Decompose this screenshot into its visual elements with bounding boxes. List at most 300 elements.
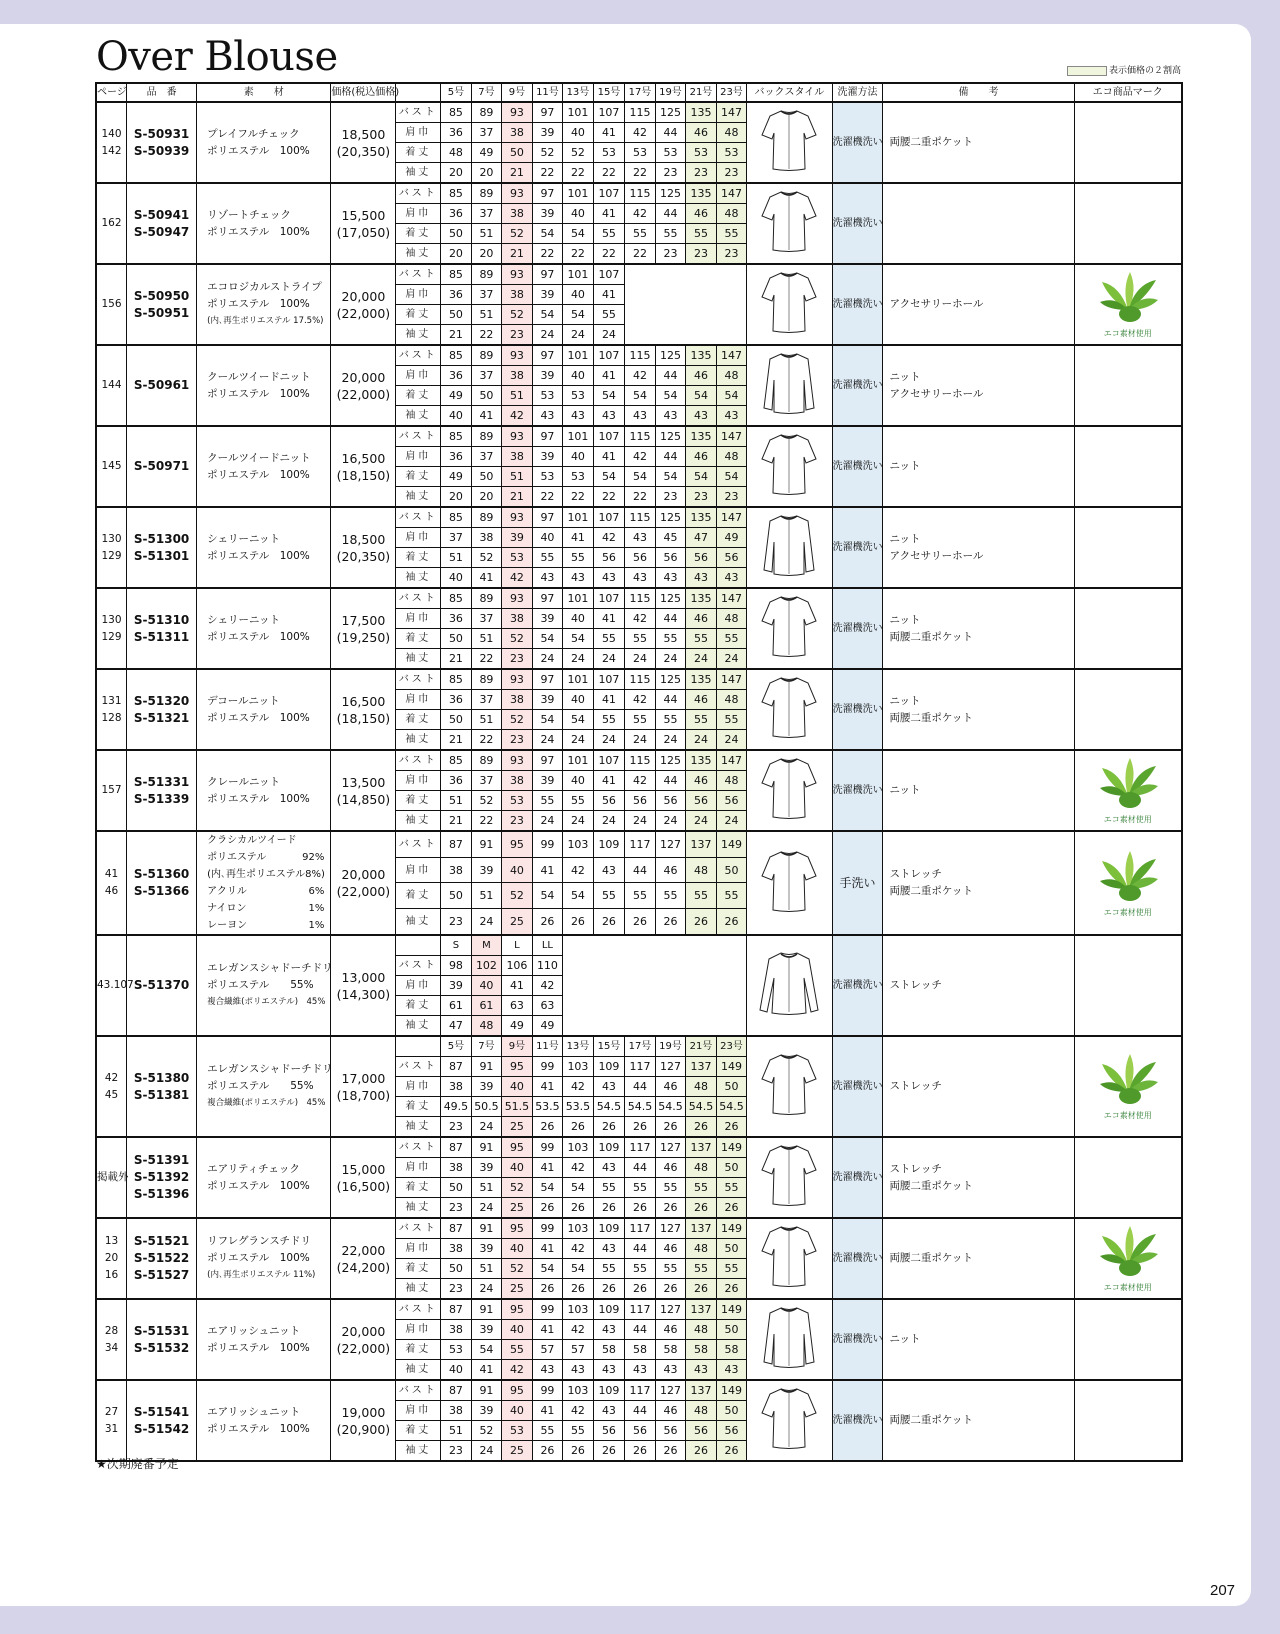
table-row (96, 1218, 1182, 1239)
measure-label: 着丈 (396, 386, 441, 406)
size-value: 24 (686, 730, 717, 751)
wash-method: 洗濯機洗い (832, 1380, 883, 1461)
size-value: 147 (716, 426, 747, 447)
size-value: 91 (471, 1299, 502, 1320)
size-value: 24 (655, 649, 686, 670)
size-value: 55 (655, 883, 686, 909)
size-value: 97 (532, 507, 563, 528)
page-ref (96, 831, 127, 935)
material-pct: 6% (308, 886, 325, 897)
size-label: 11号 (532, 1036, 563, 1057)
measure-label: 袖丈 (396, 1117, 441, 1138)
size-value: 39 (471, 1320, 502, 1340)
size-value: 99 (532, 1057, 563, 1077)
size-value: 26 (532, 909, 563, 935)
size-value: 26 (593, 1117, 625, 1138)
page-ref (96, 1036, 127, 1137)
price (331, 426, 396, 507)
note-line: 両腰二重ポケット (889, 136, 973, 148)
size-value: 20 (441, 244, 472, 265)
size-value: 51.5 (502, 1097, 533, 1117)
material-line: エレガンスシャドーチドリ (207, 1063, 333, 1075)
measure-label: バスト (396, 264, 441, 285)
size-value: 41 (593, 123, 625, 143)
size-value: 40 (502, 1239, 533, 1259)
size-value: 85 (441, 750, 472, 771)
size-value: 117 (625, 1137, 656, 1158)
notes (883, 750, 1074, 831)
size-value: 50 (441, 224, 472, 244)
size-value: 54 (532, 710, 563, 730)
size-value: 46 (686, 366, 717, 386)
blouse-back-figure (754, 186, 824, 256)
size-value: 43 (532, 1360, 563, 1381)
page-ref-line: 142 (101, 144, 122, 157)
item-number (127, 1380, 197, 1461)
size-value: 85 (441, 507, 472, 528)
size-value: 49 (532, 1016, 563, 1037)
size-value: 39 (532, 285, 563, 305)
material (197, 1299, 331, 1380)
item-code: S-51366 (133, 884, 190, 898)
size-value: 23 (502, 730, 533, 751)
size-value: 56 (686, 548, 717, 568)
price (331, 345, 396, 426)
material-line: ポリエステル 55% (207, 979, 314, 991)
size-value: 127 (655, 1380, 686, 1401)
size-value: 52 (502, 883, 533, 909)
size-value: 24 (593, 730, 625, 751)
size-value: 99 (532, 1380, 563, 1401)
size-value: 117 (625, 1218, 656, 1239)
material-name: レーヨン (207, 920, 248, 931)
size-value: 107 (593, 102, 625, 123)
measure-label: バスト (396, 1299, 441, 1320)
wash-method: 洗濯機洗い (832, 1137, 883, 1218)
material-line: クールツイードニット (207, 451, 311, 464)
table-row (96, 1380, 1182, 1401)
size-value: 38 (441, 1158, 472, 1178)
size-value: 24 (655, 811, 686, 832)
page-ref-line: 140 (101, 127, 122, 140)
size-value: 147 (716, 588, 747, 609)
size-value: 22 (563, 244, 594, 265)
material-name: (内､再生ポリエステル (207, 869, 306, 880)
measure-label: バスト (396, 507, 441, 528)
size-value: 37 (471, 609, 502, 629)
size-value: 115 (625, 588, 656, 609)
size-value: 85 (441, 426, 472, 447)
size-value: 42 (563, 1077, 594, 1097)
size-value: 54 (563, 883, 594, 909)
material-line (207, 832, 330, 849)
size-value: 85 (441, 588, 472, 609)
size-label: S (441, 935, 472, 956)
material-line: ポリエステル 55% (207, 1080, 314, 1092)
price-with-tax: (14,850) (336, 791, 391, 807)
size-value: 46 (655, 1077, 686, 1097)
note-line: 両腰二重ポケット (889, 1252, 973, 1264)
note-line: 両腰二重ポケット (889, 885, 973, 897)
page-ref-line: 13 (104, 1235, 119, 1247)
item-code: S-50961 (133, 378, 190, 392)
eco-mark (1074, 750, 1182, 831)
size-value: 38 (502, 609, 533, 629)
material-line: (内､再生ポリエステル 17.5%) (207, 316, 324, 326)
material-line: リゾートチェック (207, 208, 291, 221)
size-value: 97 (532, 750, 563, 771)
eco-label: エコ素材使用 (1103, 329, 1152, 338)
size-value: 23 (686, 163, 717, 184)
note-line: ニット (889, 532, 921, 545)
material (197, 183, 331, 264)
size-value: 23 (441, 1198, 472, 1219)
measure-label: 肩巾 (396, 976, 441, 996)
price-with-tax: (18,700) (336, 1087, 391, 1103)
eco-label: エコ素材使用 (1103, 1111, 1152, 1120)
item-code: S-51527 (133, 1268, 190, 1282)
size-value: 101 (563, 750, 594, 771)
size-value: 127 (655, 831, 686, 857)
price-base: 13,000 (341, 969, 386, 985)
size-value: 101 (563, 183, 594, 204)
size-value: 93 (502, 426, 533, 447)
size-value: 46 (655, 1158, 686, 1178)
item-code: S-51531 (133, 1323, 190, 1338)
page-ref-line: 34 (104, 1341, 119, 1354)
size-value: 93 (502, 750, 533, 771)
price-with-tax: (19,250) (336, 629, 391, 645)
page-number: 207 (1210, 1582, 1236, 1599)
header-item: 品 番 (127, 83, 197, 102)
note-line: ニット (889, 613, 921, 626)
price-base: 13,500 (341, 774, 386, 790)
size-value: 44 (625, 1077, 656, 1097)
size-value: 109 (593, 1299, 625, 1320)
size-value: 26 (625, 1117, 656, 1138)
size-value: 43 (625, 1360, 656, 1381)
size-value: 26 (593, 1441, 625, 1462)
size-value: 40 (502, 857, 533, 883)
size-label: 13号 (563, 1036, 594, 1057)
size-value: 109 (593, 1380, 625, 1401)
size-value: 115 (625, 750, 656, 771)
size-value: 23 (502, 325, 533, 346)
size-value: 39 (471, 857, 502, 883)
size-value: 51 (471, 1178, 502, 1198)
table-row (96, 102, 1182, 123)
size-value: 42 (502, 1360, 533, 1381)
size-value: 51 (471, 305, 502, 325)
size-value: 24 (471, 909, 502, 935)
material-line (207, 883, 330, 900)
back-style (747, 831, 832, 935)
size-value: 43 (532, 406, 563, 427)
material-pct: 1% (308, 920, 325, 931)
measure-label: 肩巾 (396, 1239, 441, 1259)
size-value: 24 (471, 1441, 502, 1462)
size-value: 36 (441, 690, 472, 710)
size-value: 63 (502, 996, 533, 1016)
material-line: ポリエステル 100% (207, 711, 310, 724)
measure-label: 着丈 (396, 629, 441, 649)
size-value: 61 (441, 996, 472, 1016)
material-line: エアリティチェック (207, 1162, 300, 1175)
size-value: 43 (625, 568, 656, 589)
size-value: 48 (471, 1016, 502, 1037)
header-page: ページ (96, 83, 127, 102)
size-value: 54 (563, 710, 594, 730)
size-value: 46 (686, 447, 717, 467)
size-value: 125 (655, 507, 686, 528)
back-style (747, 1380, 832, 1461)
measure-label: 肩巾 (396, 771, 441, 791)
size-value: 41 (593, 690, 625, 710)
size-value: 56 (593, 548, 625, 568)
page-ref-line: 156 (101, 298, 122, 310)
size-value: 107 (593, 750, 625, 771)
size-value: 147 (716, 183, 747, 204)
price-with-tax: (20,900) (336, 1421, 391, 1437)
item-code: S-51396 (133, 1187, 190, 1201)
measure-label: バスト (396, 345, 441, 366)
size-value: 85 (441, 669, 472, 690)
blank-cell (396, 935, 441, 956)
page-ref (96, 750, 127, 831)
size-label: 23号 (716, 1036, 747, 1057)
material-pct: 8%) (305, 869, 325, 880)
size-value: 54 (563, 629, 594, 649)
size-value: 55 (532, 791, 563, 811)
size-value: 95 (502, 1218, 533, 1239)
size-value: 42 (625, 366, 656, 386)
notes (883, 102, 1074, 183)
size-value: 22 (471, 325, 502, 346)
size-value: 55 (686, 1259, 717, 1279)
header-wash: 洗濯方法 (832, 83, 883, 102)
price-with-tax: (22,000) (336, 386, 391, 402)
size-value: 55 (716, 1259, 747, 1279)
measure-label: バスト (396, 750, 441, 771)
measure-label: 袖丈 (396, 1441, 441, 1462)
size-value: 56 (593, 791, 625, 811)
page-ref (96, 264, 127, 345)
item-code: S-51301 (133, 548, 190, 563)
size-value: 22 (471, 811, 502, 832)
size-value: 48 (716, 609, 747, 629)
size-value: 38 (502, 204, 533, 224)
size-value: 41 (532, 1077, 563, 1097)
notes (883, 1137, 1074, 1218)
size-value: 95 (502, 1380, 533, 1401)
size-value: 50 (716, 1239, 747, 1259)
size-value: 22 (593, 163, 625, 184)
back-style (747, 507, 832, 588)
size-value: 53 (563, 386, 594, 406)
size-value: 21 (441, 730, 472, 751)
blouse-back-figure (754, 1221, 824, 1291)
size-value: 107 (593, 669, 625, 690)
size-value: 42 (625, 690, 656, 710)
page-ref-line: 130 (101, 532, 122, 545)
back-style (747, 345, 832, 426)
size-value: 48 (716, 366, 747, 386)
size-value: 24 (471, 1279, 502, 1300)
size-value: 125 (655, 750, 686, 771)
item-code: S-51311 (133, 629, 190, 644)
eco-mark (1074, 1380, 1182, 1461)
size-value: 50 (441, 883, 472, 909)
material-pct: 92% (302, 852, 325, 863)
page-ref-line: 掲載外 (97, 1171, 129, 1183)
size-value: 55 (686, 629, 717, 649)
size-value: 54 (532, 224, 563, 244)
material-line: ポリエステル 100% (207, 1252, 310, 1264)
size-value: 44 (655, 447, 686, 467)
measure-label: バスト (396, 1218, 441, 1239)
eco-plant-icon (1096, 1052, 1160, 1106)
size-value: 22 (593, 244, 625, 265)
page-ref-line: 129 (101, 549, 122, 562)
size-value: 55 (563, 1421, 594, 1441)
measure-label: バスト (396, 426, 441, 447)
page-ref-line: 130 (101, 613, 122, 626)
wash-method: 洗濯機洗い (832, 750, 883, 831)
measure-label: 着丈 (396, 1340, 441, 1360)
size-value: 135 (686, 507, 717, 528)
header-price: 価格(税込価格) (331, 83, 396, 102)
size-value: 51 (471, 883, 502, 909)
size-value: 43 (593, 568, 625, 589)
material (197, 426, 331, 507)
size-value: 50 (716, 1077, 747, 1097)
size-value: 42 (502, 568, 533, 589)
size-value: 55 (655, 224, 686, 244)
size-value: 93 (502, 345, 533, 366)
price (331, 1299, 396, 1380)
size-value: 101 (563, 669, 594, 690)
size-value: 85 (441, 345, 472, 366)
size-value: 26 (716, 909, 747, 935)
item-number (127, 102, 197, 183)
item-code: S-50947 (133, 224, 190, 239)
size-value: 103 (563, 1137, 594, 1158)
size-value: 107 (593, 264, 625, 285)
blouse-back-figure (754, 429, 824, 499)
measure-label: 袖丈 (396, 325, 441, 346)
size-value: 37 (471, 771, 502, 791)
wash-method: 洗濯機洗い (832, 1036, 883, 1137)
material-line: ポリエステル 100% (207, 630, 310, 643)
item-code: S-51360 (133, 867, 190, 881)
size-value: 36 (441, 204, 472, 224)
item-code: S-50950 (133, 288, 190, 303)
size-value: 22 (563, 163, 594, 184)
note-line: ニット (889, 784, 921, 796)
material-line: 複合繊維(ポリエステル) 45% (207, 1098, 326, 1108)
size-value: 43 (593, 1320, 625, 1340)
measure-label: バスト (396, 669, 441, 690)
size-value: 58 (625, 1340, 656, 1360)
table-row (96, 588, 1182, 609)
size-value: 125 (655, 102, 686, 123)
size-value: 46 (655, 1401, 686, 1421)
notes (883, 1299, 1074, 1380)
size-value: 40 (563, 447, 594, 467)
wash-method: 洗濯機洗い (832, 669, 883, 750)
header-row (96, 83, 1182, 102)
size-value: 135 (686, 750, 717, 771)
size-value: 89 (471, 426, 502, 447)
size-value: 41 (471, 1360, 502, 1381)
size-value: 57 (532, 1340, 563, 1360)
size-value: 48 (686, 1239, 717, 1259)
size-value: 50 (471, 386, 502, 406)
size-value: 97 (532, 183, 563, 204)
wash-method: 洗濯機洗い (832, 588, 883, 669)
eco-mark (1074, 1036, 1182, 1137)
blouse-back-figure (754, 1383, 824, 1453)
material (197, 1218, 331, 1299)
size-value: 39 (532, 366, 563, 386)
measure-label: バスト (396, 102, 441, 123)
price-with-tax: (20,350) (336, 548, 391, 564)
legend-text: 表示価格の２割高 (1109, 66, 1182, 76)
notes (883, 183, 1074, 264)
measure-label: 袖丈 (396, 487, 441, 508)
size-value: 53.5 (532, 1097, 563, 1117)
measure-label: 肩巾 (396, 1077, 441, 1097)
item-code: S-51541 (133, 1404, 190, 1419)
size-value: 53 (502, 548, 533, 568)
size-value: 22 (532, 487, 563, 508)
size-label: 5号 (441, 1036, 472, 1057)
back-style (747, 588, 832, 669)
size-value: 53 (532, 386, 563, 406)
size-value: 43 (716, 406, 747, 427)
size-value: 26 (532, 1441, 563, 1462)
page-ref-line: 46 (104, 885, 119, 897)
size-value: 137 (686, 1137, 717, 1158)
size-value: 54 (471, 1340, 502, 1360)
price-legend (1067, 63, 1181, 76)
page-ref-line: 27 (104, 1405, 119, 1418)
size-value: 38 (502, 366, 533, 386)
size-value: 40 (441, 1360, 472, 1381)
size-value: 51 (471, 629, 502, 649)
size-value: 54 (563, 224, 594, 244)
size-value: 61 (471, 996, 502, 1016)
notes (883, 588, 1074, 669)
blouse-back-figure (754, 672, 824, 742)
size-value: 125 (655, 183, 686, 204)
size-value: 106 (502, 956, 533, 976)
size-value: 137 (686, 1380, 717, 1401)
price-base: 15,500 (341, 207, 386, 223)
table-row (96, 935, 1182, 956)
size-value: 50 (502, 143, 533, 163)
size-value: 89 (471, 669, 502, 690)
price-base: 16,500 (341, 693, 386, 709)
size-value: 55 (716, 883, 747, 909)
size-value: 43 (655, 568, 686, 589)
price-base: 20,000 (341, 1323, 386, 1339)
size-value: 135 (686, 345, 717, 366)
size-value: 43 (593, 406, 625, 427)
size-value: 23 (502, 649, 533, 670)
note-line: アクセサリーホール (889, 298, 984, 310)
material-line: シェリーニット (207, 613, 281, 626)
